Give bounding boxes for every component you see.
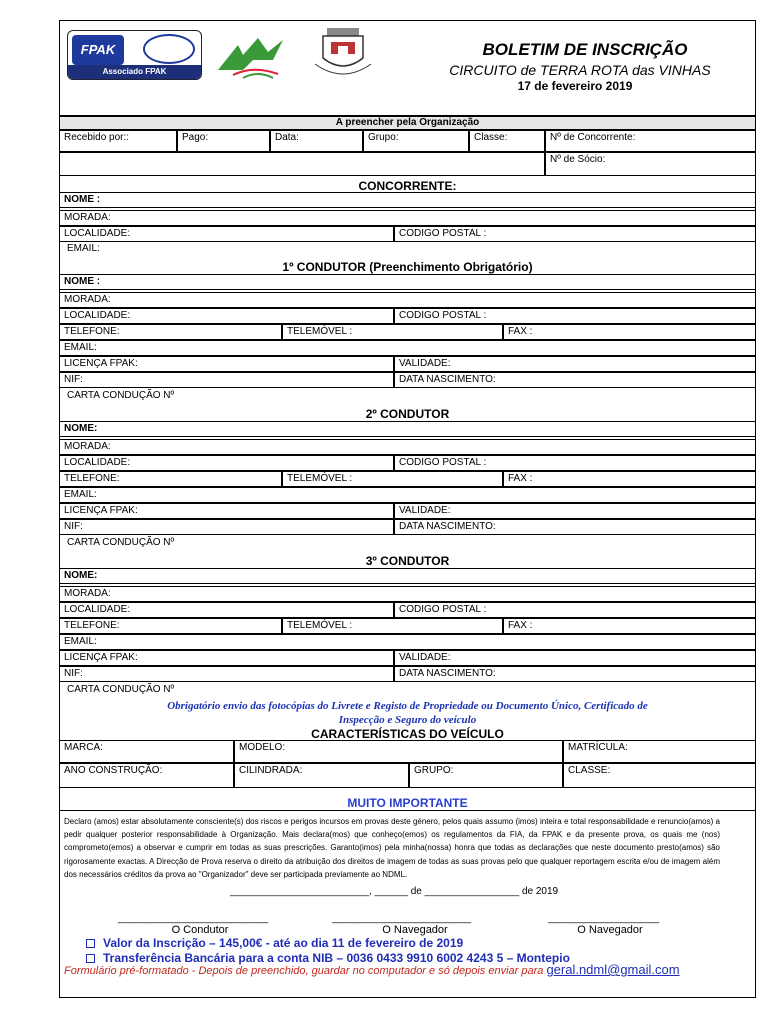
condutor3-heading: 3º CONDUTOR bbox=[365, 554, 450, 568]
concorrente-heading: CONCORRENTE: bbox=[358, 179, 457, 193]
veiculo-marca-field[interactable]: MARCA: bbox=[59, 740, 234, 763]
condutor3-localidade-field[interactable]: LOCALIDADE: bbox=[59, 602, 394, 618]
condutor1-telefone-field[interactable]: TELEFONE: bbox=[59, 324, 282, 340]
condutor1-licenca-field[interactable]: LICENÇA FPAK: bbox=[59, 356, 394, 372]
condutor3-nif-field[interactable]: NIF: bbox=[59, 666, 394, 682]
pago-field[interactable]: Pago: bbox=[177, 130, 270, 152]
concorrente-nome-field[interactable]: NOME : bbox=[59, 192, 756, 208]
condutor2-fax-field[interactable]: FAX : bbox=[503, 471, 756, 487]
condutor3-codigo-field[interactable]: CODIGO POSTAL : bbox=[394, 602, 756, 618]
condutor-signature-label: O Condutor bbox=[171, 924, 229, 936]
documents-required-note bbox=[59, 699, 756, 727]
condutor1-nome-field[interactable]: NOME : bbox=[59, 274, 756, 290]
condutor2-nascimento-field[interactable]: DATA NASCIMENTO: bbox=[394, 519, 756, 535]
condutor3-licenca-field[interactable]: LICENÇA FPAK: bbox=[59, 650, 394, 666]
classe-field[interactable]: Classe: bbox=[469, 130, 545, 152]
condutor2-licenca-field[interactable]: LICENÇA FPAK: bbox=[59, 503, 394, 519]
form-title: BOLETIM DE INSCRIÇÃO bbox=[482, 40, 688, 59]
condutor3-nascimento-field[interactable]: DATA NASCIMENTO: bbox=[394, 666, 756, 682]
condutor2-email-field[interactable]: EMAIL: bbox=[59, 487, 756, 503]
condutor1-morada-field[interactable]: MORADA: bbox=[59, 292, 756, 308]
condutor1-email-field[interactable]: EMAIL: bbox=[59, 340, 756, 356]
city-crest-icon bbox=[305, 22, 380, 82]
condutor3-nome-field[interactable]: NOME: bbox=[59, 568, 756, 584]
condutor2-nome-field[interactable]: NOME: bbox=[59, 421, 756, 437]
veiculo-heading: CARACTERÍSTICAS DO VEÍCULO bbox=[311, 727, 504, 741]
concorrente-email-field[interactable]: EMAIL: bbox=[67, 243, 100, 254]
declaration-text: Declaro (amos) estar absolutamente consciente(s) dos riscos e perigos incursos em provas deste género, pelos quais assumo (imos) inteira e total responsabilidade e renuncio(amos) a pedir qualquer posterior responsabilidade à Organização. Mais declara(mos) que conheço(emos) os regulamentos da FIA, da FPAK e da presente prova, os quais me (nos) comprometo(emos) a observar e cumprir em todas as suas prescrições. Garanto(imos) pela minha(nossa) honra que todas as declarações que neste documento presto(amos) são rigorosamente exactas. A Direcção de Prova reserva o direito da atribuição dos direitos de imagem de todas as suas provas pelo que qualquer reportagem escrita e/ou de imagem além dos necessários créditos da prova ao "Organizador" deve ser participada previamente ao NDML. bbox=[64, 817, 720, 879]
navegador2-signature-line[interactable]: ____________________ bbox=[548, 913, 660, 924]
veiculo-grupo-field[interactable]: GRUPO: bbox=[409, 763, 563, 788]
condutor2-telefone-field[interactable]: TELEFONE: bbox=[59, 471, 282, 487]
grupo-field[interactable]: Grupo: bbox=[363, 130, 469, 152]
vine-route-logo-icon bbox=[213, 30, 293, 80]
veiculo-classe-field[interactable]: CLASSE: bbox=[563, 763, 756, 788]
condutor3-morada-field[interactable]: MORADA: bbox=[59, 586, 756, 602]
footer-note bbox=[64, 962, 680, 977]
condutor2-codigo-field[interactable]: CODIGO POSTAL : bbox=[394, 455, 756, 471]
condutor2-localidade-field[interactable]: LOCALIDADE: bbox=[59, 455, 394, 471]
concorrente-number-field[interactable]: Nº de Concorrente: bbox=[545, 130, 756, 152]
condutor1-nascimento-field[interactable]: DATA NASCIMENTO: bbox=[394, 372, 756, 388]
condutor1-nif-field[interactable]: NIF: bbox=[59, 372, 394, 388]
documents-note-line1: Obrigatório envio das fotocópias do Livrete e Registo de Propriedade ou Documento Único, Certificado de bbox=[167, 700, 648, 712]
contact-email-link[interactable]: geral.ndml@gmail.com bbox=[546, 962, 680, 977]
event-name: CIRCUITO de TERRA ROTA das VINHAS bbox=[449, 62, 711, 78]
condutor1-localidade-field[interactable]: LOCALIDADE: bbox=[59, 308, 394, 324]
veiculo-cilindrada-field[interactable]: CILINDRADA: bbox=[234, 763, 409, 788]
data-field[interactable]: Data: bbox=[270, 130, 363, 152]
organizacao-heading: A preencher pela Organização bbox=[59, 116, 756, 130]
condutor1-validade-field[interactable]: VALIDADE: bbox=[394, 356, 756, 372]
condutor3-carta-field[interactable]: CARTA CONDUÇÃO Nº bbox=[67, 684, 175, 695]
condutor2-morada-field[interactable]: MORADA: bbox=[59, 439, 756, 455]
condutor-signature-line[interactable]: ___________________________ bbox=[118, 913, 269, 924]
condutor3-validade-field[interactable]: VALIDADE: bbox=[394, 650, 756, 666]
condutor2-carta-field[interactable]: CARTA CONDUÇÃO Nº bbox=[67, 537, 175, 548]
event-date: 17 de fevereiro 2019 bbox=[517, 79, 633, 93]
socio-number-field[interactable]: Nº de Sócio: bbox=[545, 152, 756, 176]
organizacao-blank bbox=[59, 152, 545, 176]
valor-inscricao-text: Valor da Inscrição – 145,00€ - até ao dia 11 de fevereiro de 2019 bbox=[103, 936, 464, 950]
concorrente-codigo-field[interactable]: CODIGO POSTAL : bbox=[394, 226, 756, 242]
navegador1-signature-label: O Navegador bbox=[382, 924, 448, 936]
veiculo-modelo-field[interactable]: MODELO: bbox=[234, 740, 563, 763]
condutor3-telefone-field[interactable]: TELEFONE: bbox=[59, 618, 282, 634]
documents-note-line2: Inspecção e Seguro do veículo bbox=[338, 714, 477, 726]
condutor1-codigo-field[interactable]: CODIGO POSTAL : bbox=[394, 308, 756, 324]
transferencia-bancaria-text: Transferência Bancária para a conta NIB – 0036 0433 9910 6002 4243 5 – Montepio bbox=[103, 951, 570, 965]
fpak-logo bbox=[67, 30, 202, 80]
concorrente-morada-field[interactable]: MORADA: bbox=[59, 210, 756, 226]
fpak-emblem-icon bbox=[143, 34, 195, 64]
condutor1-carta-field[interactable]: CARTA CONDUÇÃO Nº bbox=[67, 390, 175, 401]
veiculo-ano-field[interactable]: ANO CONSTRUÇÃO: bbox=[59, 763, 234, 788]
condutor1-heading: 1º CONDUTOR (Preenchimento Obrigatório) bbox=[282, 260, 533, 274]
condutor1-telemovel-field[interactable]: TELEMÓVEL : bbox=[282, 324, 503, 340]
fpak-logo-text: FPAK bbox=[72, 35, 124, 65]
condutor3-fax-field[interactable]: FAX : bbox=[503, 618, 756, 634]
condutor2-nif-field[interactable]: NIF: bbox=[59, 519, 394, 535]
fpak-logo-band: Associado FPAK bbox=[68, 65, 201, 79]
condutor3-email-field[interactable]: EMAIL: bbox=[59, 634, 756, 650]
checkbox-bullet-icon bbox=[86, 939, 95, 948]
important-divider bbox=[59, 810, 756, 811]
concorrente-localidade-field[interactable]: LOCALIDADE: bbox=[59, 226, 394, 242]
condutor3-telemovel-field[interactable]: TELEMÓVEL : bbox=[282, 618, 503, 634]
navegador1-signature-line[interactable]: _________________________ bbox=[332, 913, 472, 924]
condutor2-validade-field[interactable]: VALIDADE: bbox=[394, 503, 756, 519]
place-date-line[interactable]: _________________________, ______ de _________________ de 2019 bbox=[230, 886, 559, 897]
condutor2-telemovel-field[interactable]: TELEMÓVEL : bbox=[282, 471, 503, 487]
important-heading: MUITO IMPORTANTE bbox=[347, 796, 468, 810]
recebido-field[interactable]: Recebido por:: bbox=[59, 130, 177, 152]
valor-inscricao bbox=[86, 936, 463, 950]
veiculo-matricula-field[interactable]: MATRÍCULA: bbox=[563, 740, 756, 763]
footer-text: Formulário pré-formatado - Depois de preenchido, guardar no computador e só depois enviar para bbox=[64, 965, 547, 977]
condutor2-heading: 2º CONDUTOR bbox=[365, 407, 450, 421]
navegador2-signature-label: O Navegador bbox=[577, 924, 643, 936]
condutor1-fax-field[interactable]: FAX : bbox=[503, 324, 756, 340]
